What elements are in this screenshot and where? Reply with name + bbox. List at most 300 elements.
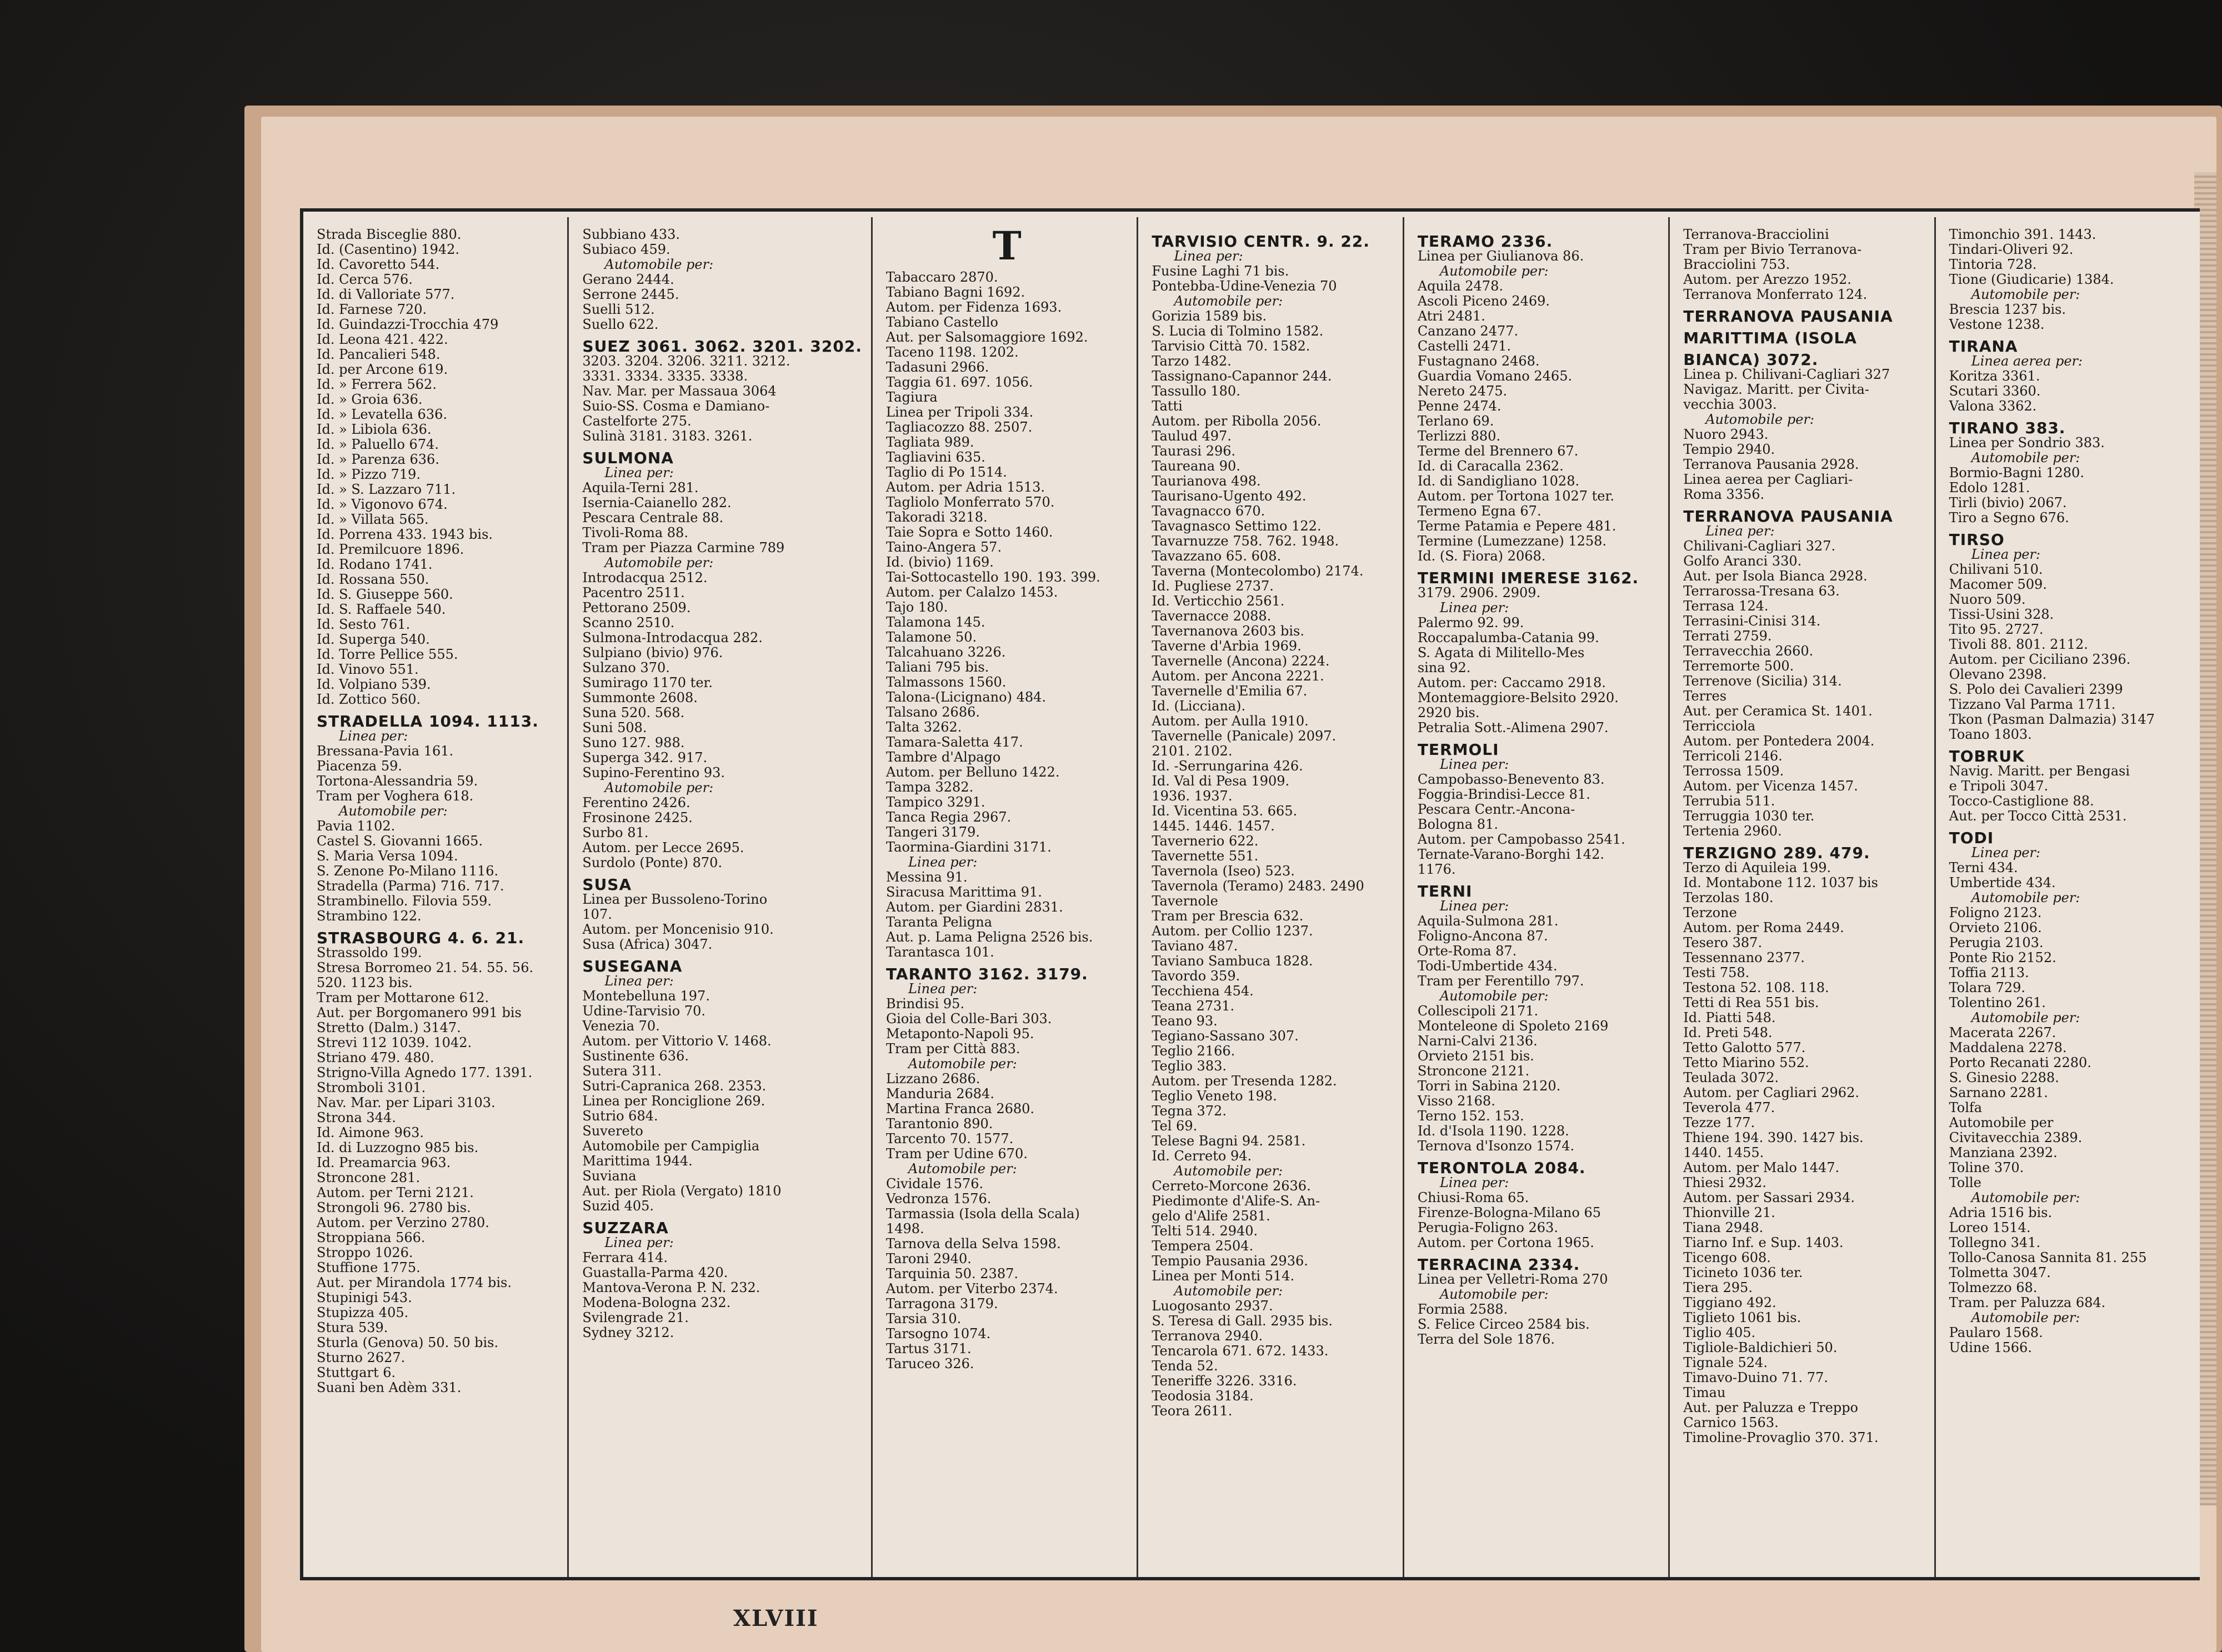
index-entry: Susa (Africa) 3047. (582, 937, 713, 952)
index-entry: Autom. per Malo 1447. (1683, 1160, 1840, 1175)
index-entry: Taie Sopra e Sotto 1460. (886, 524, 1053, 540)
index-entry: Stradella (Parma) 716. 717. (317, 878, 504, 894)
index-entry: Pescara Centrale 88. (582, 510, 724, 525)
index-entry: Svilengrade 21. (582, 1310, 689, 1325)
index-entry: Talcahuano 3226. (886, 644, 1006, 660)
index-entry: Superga 342. 917. (582, 750, 708, 765)
index-entry: Stretto (Dalm.) 3147. (317, 1020, 461, 1035)
index-entry: Termeno Egna 67. (1417, 503, 1542, 519)
index-entry: Taviano Sambuca 1828. (1152, 953, 1313, 969)
index-entry: Supino-Ferentino 93. (582, 765, 725, 780)
index-entry: Tram. per Paluzza 684. (1949, 1295, 2106, 1310)
index-entry: Ternova d'Isonzo 1574. (1417, 1138, 1575, 1154)
index-entry: Fusine Laghi 71 bis. (1152, 263, 1289, 279)
index-entry: Sustinente 636. (582, 1048, 689, 1064)
index-entry: Tivoli 88. 801. 2112. (1949, 637, 2088, 652)
index-entry: Tizzano Val Parma 1711. (1949, 697, 2116, 712)
index-entry: Terlizzi 880. (1417, 428, 1501, 444)
index-entry: Monteleone di Spoleto 2169 (1417, 1018, 1609, 1034)
index-heading: TIRANA (1949, 337, 2018, 356)
index-entry: Tampico 3291. (886, 794, 985, 810)
index-entry: Strevi 112 1039. 1042. (317, 1035, 472, 1050)
index-entry: Autom. per: Caccamo 2918. (1417, 675, 1606, 690)
index-entry: Foggia-Brindisi-Lecce 81. (1417, 787, 1590, 802)
index-entry: Montebelluna 197. (582, 988, 710, 1004)
index-entry: Tecchiena 454. (1152, 983, 1254, 999)
index-entry: Sarnano 2281. (1949, 1085, 2048, 1100)
index-entry: Linea per Velletri-Roma 270 (1417, 1271, 1608, 1287)
index-entry: Tram per Piazza Carmine 789 (582, 540, 785, 555)
index-entry: Automobile per: (908, 1056, 1017, 1072)
index-entry: Automobile per: (1971, 287, 2080, 302)
index-entry: Tegna 372. (1152, 1103, 1227, 1119)
index-entry: Tarzo 1482. (1152, 353, 1232, 369)
index-entry: Terricciola (1683, 718, 1756, 734)
index-entry: Tavernole (1152, 893, 1218, 909)
index-entry: Strigno-Villa Agnedo 177. 1391. (317, 1065, 533, 1080)
index-entry: Id. S. Giuseppe 560. (317, 587, 453, 602)
index-entry: Aut. per Ceramica St. 1401. (1683, 703, 1873, 719)
index-entry: Id. » Vigonovo 674. (317, 497, 448, 512)
index-entry: Macomer 509. (1949, 577, 2047, 592)
index-entry: Bressana-Pavia 161. (317, 743, 454, 759)
index-entry: Tito 95. 2727. (1949, 622, 2044, 637)
index-entry: Linea per: (339, 728, 408, 744)
index-entry: Paularo 1568. (1949, 1325, 2043, 1340)
index-entry: Toline 370. (1949, 1160, 2024, 1175)
index-entry: Umbertide 434. (1949, 875, 2056, 890)
index-entry: S. Teresa di Gall. 2935 bis. (1152, 1313, 1333, 1329)
index-entry: Suni 508. (582, 720, 647, 735)
index-heading: SULMONA (582, 449, 674, 467)
index-entry: Tampa 3282. (886, 779, 974, 795)
index-heading: TERRACINA 2334. (1417, 1255, 1580, 1274)
index-entry: Id. di Valloriate 577. (317, 287, 455, 302)
index-entry: Aut. per Borgomanero 991 bis (317, 1005, 522, 1020)
index-entry: Taulud 497. (1152, 428, 1232, 444)
index-entry: Terranova Pausania 2928. (1683, 457, 1859, 472)
index-entry: Tiana 2948. (1683, 1220, 1764, 1235)
index-entry: Tabiano Castello (886, 314, 998, 330)
index-entry: Tagliata 989. (886, 434, 974, 450)
index-entry: Id. Farnese 720. (317, 302, 427, 317)
index-entry: Linea per: (1705, 523, 1775, 539)
index-entry: Strassoldo 199. (317, 945, 422, 960)
index-entry: Stuffione 1775. (317, 1260, 421, 1275)
index-entry: Terruggia 1030 ter. (1683, 808, 1815, 824)
index-entry: Id. » Pizzo 719. (317, 467, 421, 482)
index-entry: Tolmetta 3047. (1949, 1265, 2051, 1280)
index-entry: Taviano 487. (1152, 938, 1238, 954)
index-entry: Brindisi 95. (886, 996, 965, 1012)
index-entry: Tolmezzo 68. (1949, 1280, 2038, 1295)
index-entry: Tencarola 671. 672. 1433. (1152, 1343, 1329, 1359)
index-entry: Bologna 81. (1417, 817, 1498, 832)
index-entry: Automobile per: (604, 555, 714, 570)
index-entry: Tavernerio 622. (1152, 833, 1259, 849)
index-entry: Taino-Angera 57. (886, 539, 1002, 555)
index-entry: Teneriffe 3226. 3316. (1152, 1373, 1297, 1389)
index-entry: Talsano 2686. (886, 704, 980, 720)
index-entry: Tigliole-Baldichieri 50. (1683, 1340, 1838, 1355)
index-entry: Automobile per: (604, 257, 714, 272)
index-entry: Orte-Roma 87. (1417, 943, 1517, 959)
index-entry: Metaponto-Napoli 95. (886, 1026, 1034, 1042)
index-entry: Tolentino 261. (1949, 995, 2046, 1010)
index-entry: Aut. per Paluzza e Treppo (1683, 1400, 1859, 1415)
index-entry: Id. Cavoretto 544. (317, 257, 440, 272)
index-heading: TERMINI IMERESE 3162. (1417, 569, 1639, 587)
index-entry: Palermo 92. 99. (1417, 615, 1524, 630)
index-entry: Id. S. Raffaele 540. (317, 602, 446, 617)
index-entry: Id. Cerreto 94. (1152, 1148, 1252, 1164)
index-entry: Penne 2474. (1417, 398, 1502, 414)
index-entry: Timavo-Duino 71. 77. (1683, 1370, 1828, 1385)
index-heading: STRADELLA 1094. 1113. (317, 712, 539, 730)
index-entry: Guastalla-Parma 420. (582, 1265, 728, 1280)
index-entry: Messina 91. (886, 869, 968, 885)
index-entry: Linea per: (908, 854, 978, 870)
index-entry: Id. » Villata 565. (317, 512, 429, 527)
index-entry: Automobile per: (1971, 1190, 2080, 1205)
index-heading: TERRANOVA PAUSANIA (1683, 507, 1893, 525)
index-entry: S. Polo dei Cavalieri 2399 (1949, 682, 2123, 697)
index-entry: Tavernette 551. (1152, 848, 1259, 864)
index-entry: Tarantasca 101. (886, 944, 994, 960)
index-entry: 1498. (886, 1221, 924, 1237)
index-entry: Taurianova 498. (1152, 473, 1261, 489)
index-entry: Brescia 1237 bis. (1949, 302, 2066, 317)
index-entry: Manduria 2684. (886, 1086, 994, 1102)
index-entry: Teodosia 3184. (1152, 1388, 1254, 1404)
index-entry: Suvereto (582, 1123, 643, 1139)
index-entry: Aut. per Salsomaggiore 1692. (886, 329, 1088, 345)
index-entry: Navig. Maritt. per Bengasi (1949, 763, 2130, 779)
index-entry: Golfo Aranci 330. (1683, 553, 1802, 569)
index-entry: Teglio 383. (1152, 1058, 1227, 1074)
index-entry: Piacenza 59. (317, 758, 402, 774)
index-entry: Tabaccaro 2870. (886, 269, 998, 285)
index-entry: Linea p. Chilivani-Cagliari 327 (1683, 367, 1890, 382)
index-entry: Linea per: (604, 465, 674, 480)
index-entry: Id. -Serrungarina 426. (1152, 758, 1303, 774)
index-entry: Autom. per Campobasso 2541. (1417, 832, 1625, 847)
index-entry: Chilivani-Cagliari 327. (1683, 538, 1836, 554)
index-entry: Telti 514. 2940. (1152, 1223, 1258, 1239)
index-heading: TODI (1949, 829, 1994, 847)
index-entry: Surdolo (Ponte) 870. (582, 855, 723, 870)
index-entry: Autom. per Calalzo 1453. (886, 584, 1058, 600)
index-entry: 3203. 3204. 3206. 3211. 3212. (582, 353, 790, 369)
index-entry: Tavarnuzze 758. 762. 1948. (1152, 533, 1339, 549)
index-entry: Tadasuni 2966. (886, 359, 989, 375)
index-entry: Tamara-Saletta 417. (886, 734, 1023, 750)
index-entry: Id. Aimone 963. (317, 1125, 424, 1140)
index-entry: Ponte Rio 2152. (1949, 950, 2056, 965)
index-entry: Terranova-Bracciolini (1683, 227, 1829, 242)
index-entry: 107. (582, 907, 612, 922)
index-entry: Id. Rossana 550. (317, 572, 429, 587)
index-entry: Pescara Centr.-Ancona- (1417, 802, 1575, 817)
index-entry: Tessennano 2377. (1683, 950, 1805, 965)
index-entry: Thionville 21. (1683, 1205, 1775, 1220)
index-entry: Autom. per Ancona 2221. (1152, 668, 1324, 684)
index-entry: Autom. per Fidenza 1693. (886, 299, 1062, 315)
index-entry: Terme Patamia e Pepere 481. (1417, 518, 1617, 534)
index-entry: Taverne d'Arbia 1969. (1152, 638, 1302, 654)
index-entry: Automobile per: (1971, 1010, 2080, 1025)
index-entry: Autom. per Tortona 1027 ter. (1417, 488, 1614, 504)
index-entry: Suna 520. 568. (582, 705, 685, 720)
index-entry: Id. d'Isola 1190. 1228. (1417, 1123, 1569, 1139)
index-entry: Nav. Mar. per Lipari 3103. (317, 1095, 496, 1110)
index-entry: Suio-SS. Cosma e Damiano- (582, 398, 770, 414)
index-entry: Surbo 81. (582, 825, 649, 840)
index-entry: Chilivani 510. (1949, 562, 2043, 577)
index-entry: Linea aerea per: (1971, 353, 2083, 369)
index-entry: Tindari-Oliveri 92. (1949, 242, 2074, 257)
index-entry: Scutari 3360. (1949, 383, 2041, 399)
index-heading: TERONTOLA 2084. (1417, 1159, 1586, 1177)
index-entry: Frosinone 2425. (582, 810, 693, 825)
index-entry: Tram per Voghera 618. (317, 788, 474, 804)
index-entry: Tram per Mottarone 612. (317, 990, 489, 1005)
index-column (1404, 217, 1670, 1577)
index-entry: Aut. per Isola Bianca 2928. (1683, 568, 1868, 584)
index-entry: Suviana (582, 1168, 637, 1184)
index-column (1138, 217, 1404, 1577)
index-entry: Tanca Regia 2967. (886, 809, 1012, 825)
index-entry: Teglio 2166. (1152, 1043, 1235, 1059)
index-entry: Id. (S. Fiora) 2068. (1417, 548, 1546, 564)
index-entry: Sturla (Genova) 50. 50 bis. (317, 1335, 499, 1350)
index-entry: Stroppo 1026. (317, 1245, 413, 1260)
index-entry: Tesero 387. (1683, 935, 1763, 950)
index-entry: Tagiura (886, 389, 938, 405)
index-entry: Tiggiano 492. (1683, 1295, 1776, 1310)
index-entry: Tarvisio Città 70. 1582. (1152, 338, 1310, 354)
index-entry: Strada Bisceglie 880. (317, 227, 462, 242)
index-entry: Sulpiano (bivio) 976. (582, 645, 723, 660)
index-entry: Aquila-Sulmona 281. (1417, 913, 1559, 929)
index-entry: Thiesi 2932. (1683, 1175, 1766, 1190)
index-entry: Terrenove (Sicilia) 314. (1683, 673, 1842, 689)
index-entry: Talamone 50. (886, 629, 977, 645)
index-entry: Tollo-Canosa Sannita 81. 255 (1949, 1250, 2147, 1265)
index-entry: Tarcento 70. 1577. (886, 1131, 1014, 1147)
index-entry: Id. Guindazzi-Trocchia 479 (317, 317, 499, 332)
index-entry: sina 92. (1417, 660, 1471, 675)
index-entry: Aut. p. Lama Peligna 2526 bis. (886, 929, 1093, 945)
index-entry: Nav. Mar. per Massaua 3064 (582, 383, 777, 399)
index-entry: Tivoli-Roma 88. (582, 525, 688, 540)
index-entry: Marittima 1944. (582, 1153, 693, 1169)
index-entry: Terrarossa-Tresana 63. (1683, 583, 1840, 599)
index-entry: Tarsia 310. (886, 1311, 962, 1326)
index-entry: 2920 bis. (1417, 705, 1480, 720)
page-folio: XLVIII (733, 1605, 819, 1631)
index-heading: TIRSO (1949, 530, 2005, 549)
index-entry: Id. Superga 540. (317, 632, 430, 647)
index-entry: Id. Cerca 576. (317, 272, 413, 287)
index-entry: Tram per Brescia 632. (1152, 908, 1304, 924)
index-entry: Suzid 405. (582, 1198, 654, 1214)
index-entry: Tempio Pausania 2936. (1152, 1253, 1308, 1269)
index-entry: Pontebba-Udine-Venezia 70 (1152, 278, 1337, 294)
index-entry: Id. (Casentino) 1942. (317, 242, 460, 257)
index-entry: Subbiano 433. (582, 227, 680, 242)
index-entry: Scanno 2510. (582, 615, 675, 630)
index-entry: Linea per: (1971, 547, 2040, 562)
index-entry: Serrone 2445. (582, 287, 679, 302)
index-heading: TERRANOVA PAUSANIA (1683, 307, 1893, 326)
index-entry: Roma 3356. (1683, 487, 1765, 502)
index-entry: Linea per Tripoli 334. (886, 404, 1034, 420)
index-entry: Terrubia 511. (1683, 793, 1775, 809)
index-entry: Id. Piatti 548. (1683, 1010, 1776, 1025)
index-entry: Striano 479. 480. (317, 1050, 434, 1065)
index-entry: Terra del Sole 1876. (1417, 1331, 1555, 1347)
index-entry: Tarsogno 1074. (886, 1326, 991, 1341)
index-entry: Loreo 1514. (1949, 1220, 2031, 1235)
index-entry: Ferrara 414. (582, 1250, 668, 1265)
index-entry: Vedronza 1576. (886, 1191, 992, 1207)
index-entry: Tione (Giudicarie) 1384. (1949, 272, 2114, 287)
index-entry: Teora 2611. (1152, 1403, 1233, 1419)
index-entry: Tagliolo Monferrato 570. (886, 494, 1055, 510)
index-column (1936, 217, 2200, 1577)
index-entry: Edolo 1281. (1949, 480, 2030, 495)
index-entry: Castelli 2471. (1417, 338, 1512, 354)
index-heading: SUSA (582, 875, 632, 894)
index-entry: Teglio Veneto 198. (1152, 1088, 1277, 1104)
index-entry: Autom. per Adria 1513. (886, 479, 1045, 495)
index-entry: Tirli (bivio) 2067. (1949, 495, 2067, 510)
index-entry: Autom. per Arezzo 1952. (1683, 272, 1851, 287)
index-entry: Taranta Peligna (886, 914, 993, 930)
index-entry: Ternate-Varano-Borghi 142. (1417, 847, 1604, 862)
index-entry: Timonchio 391. 1443. (1949, 227, 2096, 242)
index-entry: Tatti (1152, 398, 1183, 414)
index-entry: Tissi-Usini 328. (1949, 607, 2054, 622)
index-entry: Terme del Brennero 67. (1417, 443, 1579, 459)
index-entry: gelo d'Alife 2581. (1152, 1208, 1270, 1224)
index-entry: Guardia Vomano 2465. (1417, 368, 1573, 384)
index-entry: Modena-Bologna 232. (582, 1295, 731, 1310)
index-entry: Automobile per Campiglia (582, 1138, 760, 1154)
index-entry: Valona 3362. (1949, 398, 2037, 414)
index-entry: Manziana 2392. (1949, 1145, 2058, 1160)
index-entry: Adria 1516 bis. (1949, 1205, 2053, 1220)
index-entry: Nuoro 2943. (1683, 427, 1769, 442)
index-entry: Terzone (1683, 905, 1737, 920)
index-entry: Sturno 2627. (317, 1350, 406, 1365)
index-entry: 1445. 1446. 1457. (1152, 818, 1275, 834)
index-entry: Linea aerea per Cagliari- (1683, 472, 1853, 487)
index-entry: S. Zenone Po-Milano 1116. (317, 863, 499, 879)
index-entry: Terranova Monferrato 124. (1683, 287, 1868, 302)
index-entry: Terrasa 124. (1683, 598, 1769, 614)
index-entry: Tolara 729. (1949, 980, 2026, 995)
index-entry: Thiene 194. 390. 1427 bis. (1683, 1130, 1864, 1145)
index-entry: Aut. per Tocco Città 2531. (1949, 808, 2127, 824)
index-entry: Montemaggiore-Belsito 2920. (1417, 690, 1619, 705)
index-entry: Id. » Levatella 636. (317, 407, 447, 422)
index-entry: Linea per: (604, 1235, 674, 1250)
index-entry: S. Felice Circeo 2584 bis. (1417, 1316, 1590, 1332)
index-entry: Tram per Udine 670. (886, 1146, 1028, 1162)
index-entry: Terlano 69. (1417, 413, 1494, 429)
index-entry: Tarantonio 890. (886, 1116, 993, 1132)
index-entry: Autom. per Lecce 2695. (582, 840, 744, 855)
index-entry: Terricoli 2146. (1683, 748, 1783, 764)
index-entry: Atri 2481. (1417, 308, 1485, 324)
index-entry: Tajo 180. (886, 599, 948, 615)
index-entry: 2101. 2102. (1152, 743, 1233, 759)
index-entry: Introdacqua 2512. (582, 570, 708, 585)
index-entry: Tortona-Alessandria 59. (317, 773, 478, 789)
index-entry: Autom. per Vittorio V. 1468. (582, 1033, 772, 1049)
index-entry: Strongoli 96. 2780 bis. (317, 1200, 471, 1215)
index-entry: Taureana 90. (1152, 458, 1240, 474)
index-entry: Id. » Groia 636. (317, 392, 423, 407)
index-entry: Tarragona 3179. (886, 1296, 998, 1311)
index-entry: Pavia 1102. (317, 818, 396, 834)
index-entry: Sutera 311. (582, 1063, 662, 1079)
index-entry: Tavernola (Teramo) 2483. 2490 (1152, 878, 1364, 894)
index-entry: Foligno 2123. (1949, 905, 2042, 920)
index-heading: TARVISIO CENTR. 9. 22. (1152, 232, 1370, 251)
index-entry: Strona 344. (317, 1110, 396, 1125)
index-entry: Automobile per: (1439, 263, 1549, 279)
index-heading: TOBRUK (1949, 747, 2025, 765)
index-entry: Taglio di Po 1514. (886, 464, 1007, 480)
index-entry: Piedimonte d'Alife-S. An- (1152, 1193, 1320, 1209)
index-entry: Tetti di Rea 551 bis. (1683, 995, 1819, 1010)
index-entry: Perugia 2103. (1949, 935, 2044, 950)
index-entry: Terrati 2759. (1683, 628, 1772, 644)
index-entry: Pettorano 2509. (582, 600, 691, 615)
index-column (1670, 217, 1935, 1577)
index-entry: Toffia 2113. (1949, 965, 2029, 980)
index-entry: Carnico 1563. (1683, 1415, 1779, 1430)
index-entry: Timoline-Provaglio 370. 371. (1683, 1430, 1879, 1445)
index-entry: Id. di Sandigliano 1028. (1417, 473, 1580, 489)
index-entry: Macerata 2267. (1949, 1025, 2056, 1040)
index-entry: Sulinà 3181. 3183. 3261. (582, 428, 753, 444)
index-entry: Tolle (1949, 1175, 1981, 1190)
index-entry: Bormio-Bagni 1280. (1949, 465, 2084, 480)
index-entry: Castelforte 275. (582, 413, 692, 429)
index-entry: Automobile per: (1174, 1163, 1283, 1179)
index-entry: Suello 622. (582, 317, 659, 332)
index-entry: 520. 1123 bis. (317, 975, 413, 990)
index-entry: Stroncone 2121. (1417, 1063, 1530, 1079)
index-entry: Ferentino 2426. (582, 795, 690, 810)
index-entry: Autom. per Cortona 1965. (1417, 1235, 1594, 1250)
index-entry: Sulmona-Introdacqua 282. (582, 630, 763, 645)
index-heading: BIANCA) 3072. (1683, 351, 1819, 369)
index-entry: Tram per Bivio Terranova- (1683, 242, 1862, 257)
index-entry: Takoradi 3218. (886, 509, 988, 525)
index-entry: Tel 69. (1152, 1118, 1198, 1134)
index-entry: Cerreto-Morcone 2636. (1152, 1178, 1311, 1194)
index-entry: Luogosanto 2937. (1152, 1298, 1273, 1314)
index-entry: Udine-Tarvisio 70. (582, 1003, 705, 1019)
index-entry: Terranova 2940. (1152, 1328, 1263, 1344)
index-entry: Id. » S. Lazzaro 711. (317, 482, 456, 497)
index-entry: Stupizza 405. (317, 1305, 409, 1320)
